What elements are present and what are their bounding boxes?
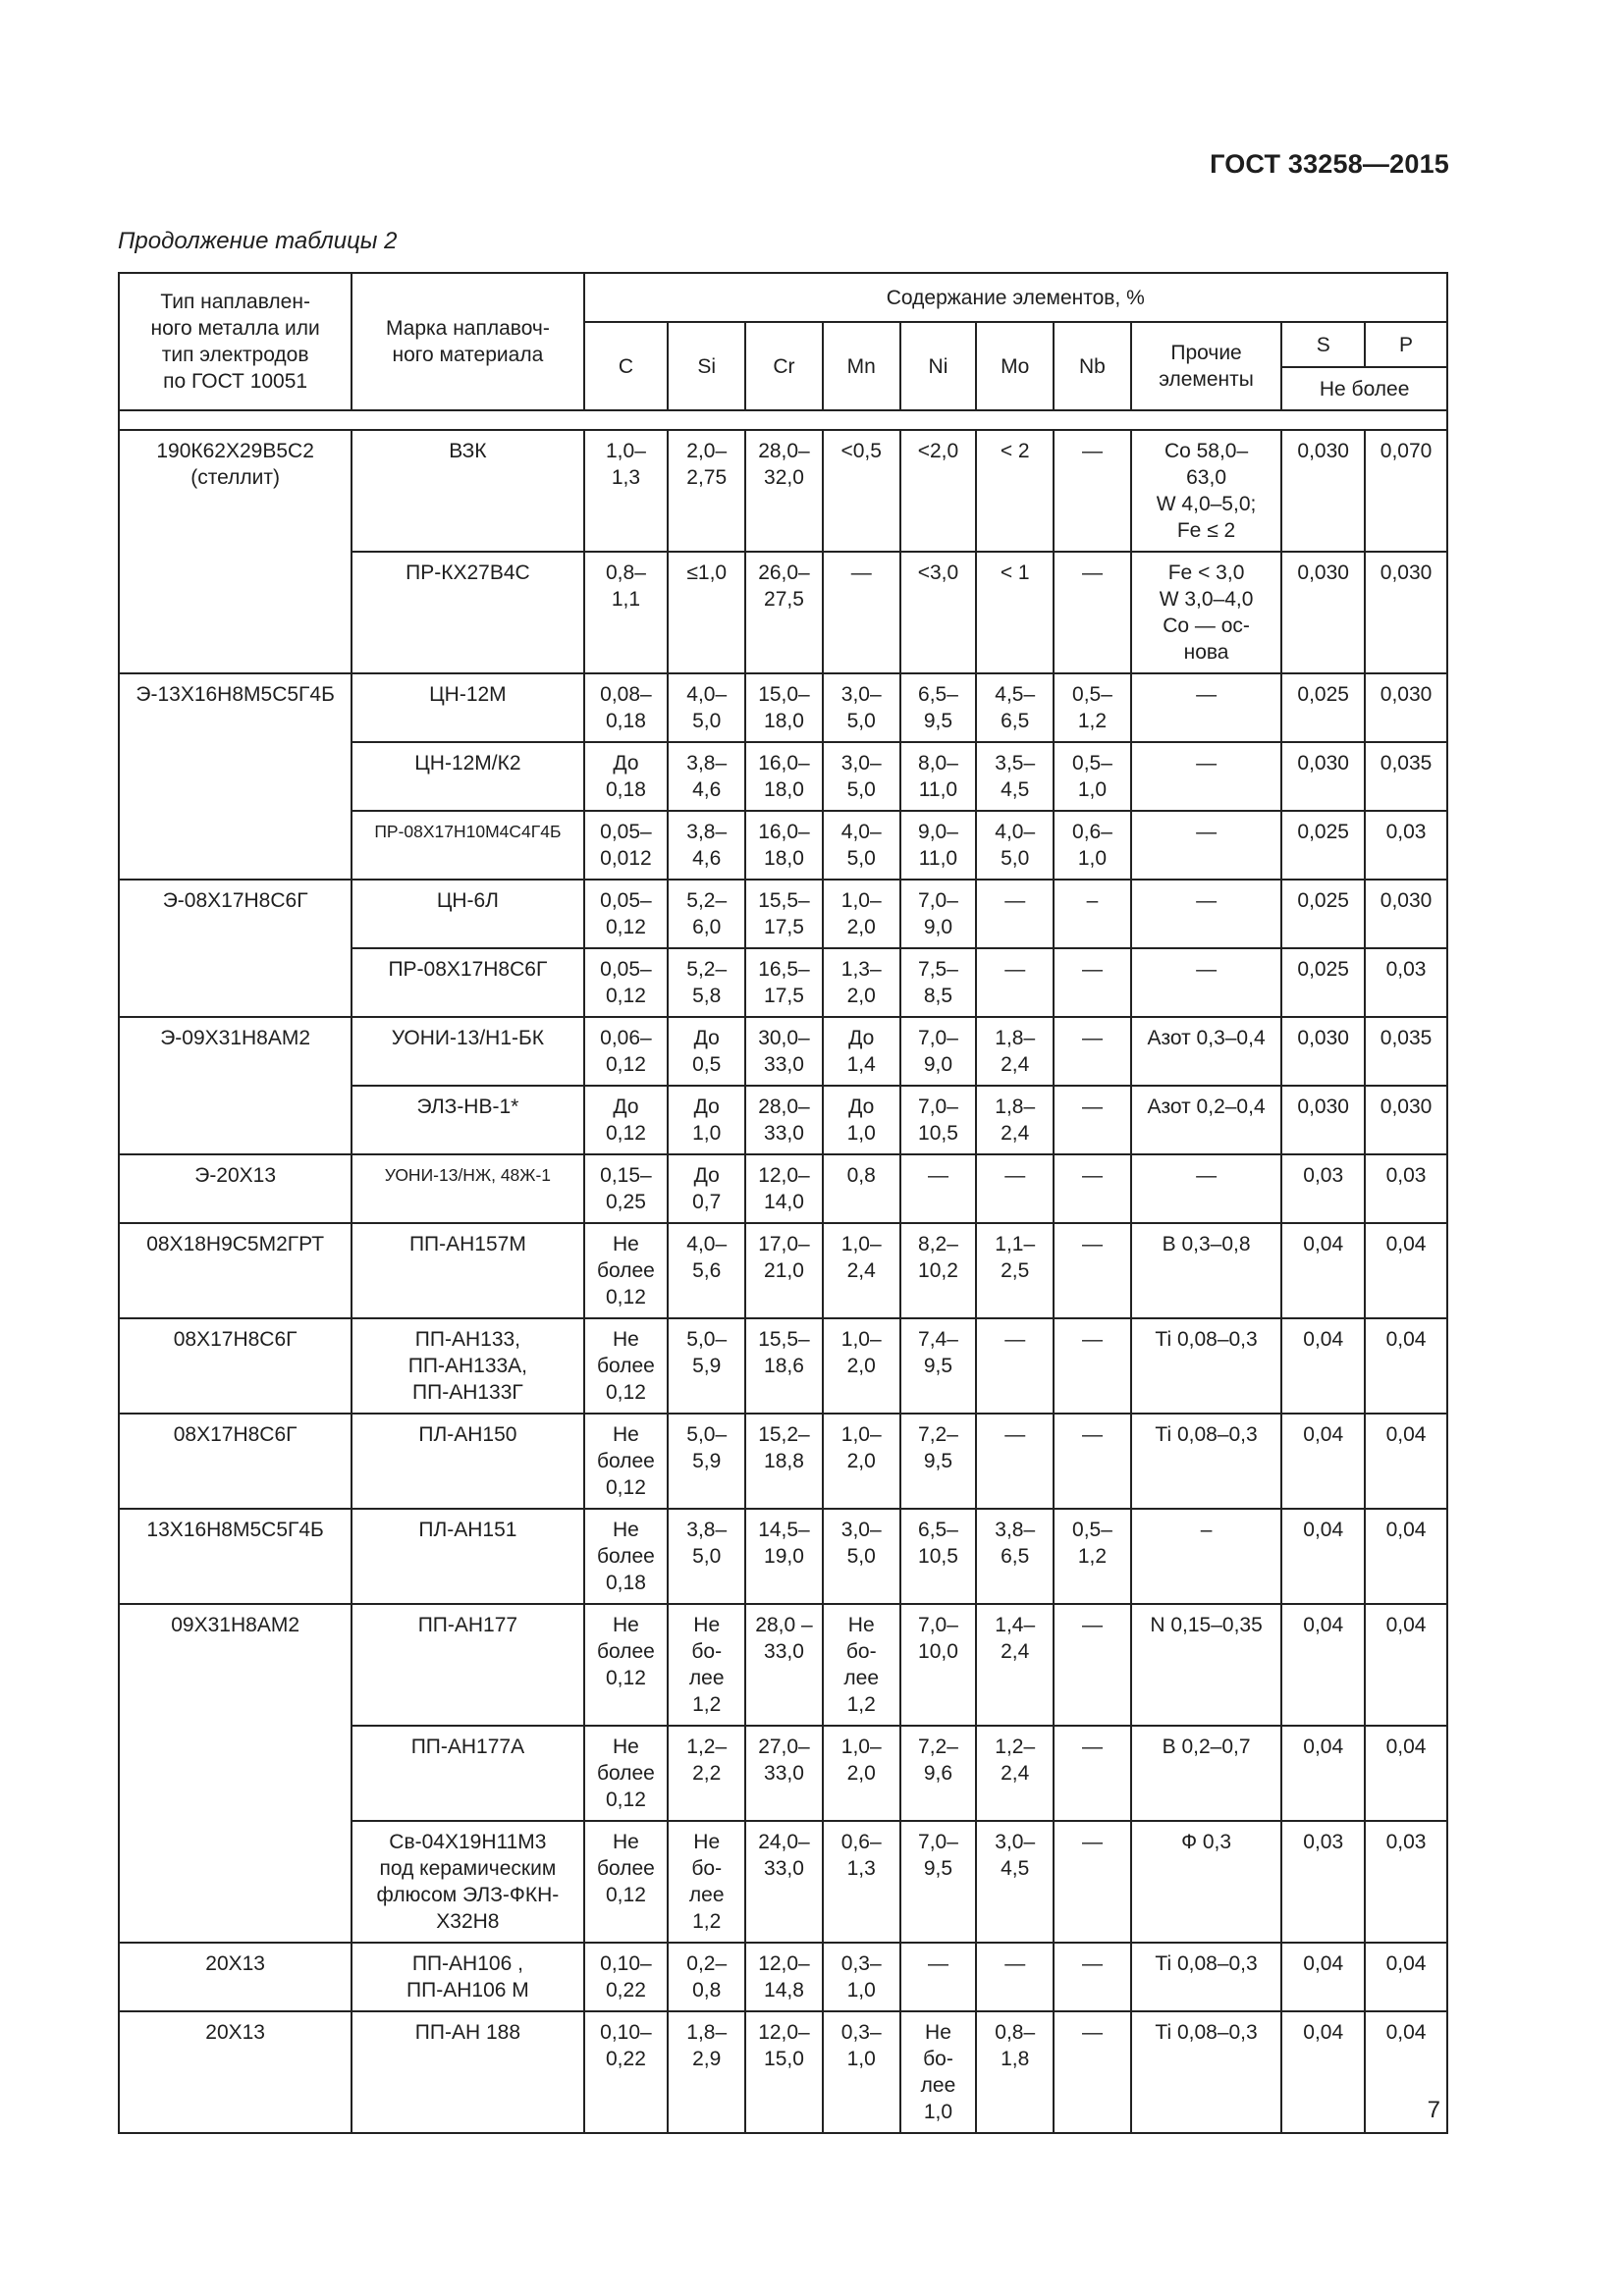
brand-cell: Св-04Х19Н11М3 под керамическим флюсом ЭЛЗ-ФКН- Х32Н8 <box>352 1821 583 1943</box>
mo-cell: 3,8– 6,5 <box>976 1509 1054 1604</box>
cr-cell: 16,5– 17,5 <box>745 948 823 1017</box>
mo-cell: 1,1– 2,5 <box>976 1223 1054 1318</box>
type-cell: Э-08Х17Н8С6Г <box>119 880 352 1017</box>
s-cell: 0,04 <box>1281 1943 1365 2011</box>
table-row <box>119 430 1447 552</box>
p-cell: 0,04 <box>1365 1223 1447 1318</box>
mo-cell: — <box>976 1154 1054 1223</box>
other-elements-cell: Co 58,0– 63,0 W 4,0–5,0; Fe ≤ 2 <box>1131 430 1281 552</box>
ni-cell: <2,0 <box>900 430 977 552</box>
type-cell: 20Х13 <box>119 2011 352 2133</box>
header-content-group: Содержание элементов, % <box>584 273 1447 322</box>
s-cell: 0,04 <box>1281 2011 1365 2133</box>
mo-cell: — <box>976 948 1054 1017</box>
s-cell: 0,04 <box>1281 1414 1365 1509</box>
ni-cell: 7,5– 8,5 <box>900 948 977 1017</box>
nb-cell: — <box>1054 1223 1131 1318</box>
ni-cell: 7,0– 10,0 <box>900 1604 977 1726</box>
c-cell: Не более 0,12 <box>584 1223 669 1318</box>
p-cell: 0,03 <box>1365 1821 1447 1943</box>
other-elements-cell: Ti 0,08–0,3 <box>1131 1318 1281 1414</box>
other-elements-cell: Ф 0,3 <box>1131 1821 1281 1943</box>
s-cell: 0,030 <box>1281 1017 1365 1086</box>
mn-cell: 1,0– 2,0 <box>823 880 900 948</box>
type-cell: 190К62Х29В5С2 (стеллит) <box>119 430 352 673</box>
p-cell: 0,030 <box>1365 880 1447 948</box>
si-cell: 2,0– 2,75 <box>668 430 745 552</box>
mn-cell: До 1,0 <box>823 1086 900 1154</box>
table-row <box>119 1414 1447 1509</box>
type-cell: 08Х18Н9С5М2ГРТ <box>119 1223 352 1318</box>
si-cell: До 0,5 <box>668 1017 745 1086</box>
p-cell: 0,04 <box>1365 1414 1447 1509</box>
s-cell: 0,025 <box>1281 880 1365 948</box>
mo-cell: < 2 <box>976 430 1054 552</box>
ni-cell: <3,0 <box>900 552 977 673</box>
p-cell: 0,04 <box>1365 2011 1447 2133</box>
p-cell: 0,030 <box>1365 673 1447 742</box>
cr-cell: 28,0– 33,0 <box>745 1086 823 1154</box>
mo-cell: — <box>976 1414 1054 1509</box>
other-elements-cell: — <box>1131 673 1281 742</box>
mn-cell: 1,0– 2,4 <box>823 1223 900 1318</box>
si-cell: 3,8– 5,0 <box>668 1509 745 1604</box>
brand-cell: ПР-КХ27В4С <box>352 552 583 673</box>
other-elements-cell: – <box>1131 1509 1281 1604</box>
cr-cell: 12,0– 14,0 <box>745 1154 823 1223</box>
brand-cell: ПР-08Х17Н10М4С4Г4Б <box>352 811 583 880</box>
cr-cell: 15,5– 18,6 <box>745 1318 823 1414</box>
p-cell: 0,04 <box>1365 1604 1447 1726</box>
si-cell: 5,0– 5,9 <box>668 1318 745 1414</box>
header-element-mo: Mo <box>976 322 1054 410</box>
mo-cell: — <box>976 1318 1054 1414</box>
mn-cell: 3,0– 5,0 <box>823 742 900 811</box>
p-cell: 0,03 <box>1365 811 1447 880</box>
table-row <box>119 1154 1447 1223</box>
table-row <box>119 1318 1447 1414</box>
page-number: 7 <box>1427 2097 1440 2123</box>
ni-cell: 7,2– 9,6 <box>900 1726 977 1821</box>
si-cell: 1,2– 2,2 <box>668 1726 745 1821</box>
s-cell: 0,030 <box>1281 1086 1365 1154</box>
cr-cell: 15,5– 17,5 <box>745 880 823 948</box>
brand-cell: ПЛ-АН150 <box>352 1414 583 1509</box>
brand-cell: ЦН-6Л <box>352 880 583 948</box>
mn-cell: 0,3– 1,0 <box>823 1943 900 2011</box>
s-cell: 0,025 <box>1281 811 1365 880</box>
nb-cell: — <box>1054 1414 1131 1509</box>
mo-cell: 3,0– 4,5 <box>976 1821 1054 1943</box>
ni-cell: 7,4– 9,5 <box>900 1318 977 1414</box>
si-cell: 1,8– 2,9 <box>668 2011 745 2133</box>
mn-cell: 0,3– 1,0 <box>823 2011 900 2133</box>
other-elements-cell: — <box>1131 811 1281 880</box>
brand-cell: ПП-АН133, ПП-АН133А, ПП-АН133Г <box>352 1318 583 1414</box>
header-type-column: Тип наплавлен- ного металла или тип электродов по ГОСТ 10051 <box>119 273 352 410</box>
s-cell: 0,03 <box>1281 1154 1365 1223</box>
p-cell: 0,035 <box>1365 742 1447 811</box>
other-elements-cell: В 0,3–0,8 <box>1131 1223 1281 1318</box>
si-cell: 4,0– 5,0 <box>668 673 745 742</box>
table-caption: Продолжение таблицы 2 <box>118 228 398 254</box>
p-cell: 0,030 <box>1365 1086 1447 1154</box>
c-cell: 0,06– 0,12 <box>584 1017 669 1086</box>
si-cell: До 1,0 <box>668 1086 745 1154</box>
c-cell: 0,05– 0,012 <box>584 811 669 880</box>
composition-table <box>118 272 1448 2134</box>
cr-cell: 28,0 – 33,0 <box>745 1604 823 1726</box>
p-cell: 0,04 <box>1365 1943 1447 2011</box>
brand-cell: ПП-АН177А <box>352 1726 583 1821</box>
si-cell: Не бо- лее 1,2 <box>668 1821 745 1943</box>
c-cell: Не более 0,18 <box>584 1509 669 1604</box>
other-elements-cell: Азот 0,3–0,4 <box>1131 1017 1281 1086</box>
c-cell: Не более 0,12 <box>584 1604 669 1726</box>
mo-cell: 1,2– 2,4 <box>976 1726 1054 1821</box>
cr-cell: 16,0– 18,0 <box>745 742 823 811</box>
mn-cell: До 1,4 <box>823 1017 900 1086</box>
table-row <box>119 1604 1447 1726</box>
cr-cell: 30,0– 33,0 <box>745 1017 823 1086</box>
si-cell: 5,0– 5,9 <box>668 1414 745 1509</box>
mo-cell: 0,8– 1,8 <box>976 2011 1054 2133</box>
brand-cell: ВЗК <box>352 430 583 552</box>
brand-cell: ЦН-12М <box>352 673 583 742</box>
ni-cell: 7,0– 9,0 <box>900 880 977 948</box>
other-elements-cell: N 0,15–0,35 <box>1131 1604 1281 1726</box>
c-cell: Не более 0,12 <box>584 1414 669 1509</box>
type-cell: Э-13Х16Н8М5С5Г4Б <box>119 673 352 880</box>
type-cell: Э-09Х31Н8АМ2 <box>119 1017 352 1154</box>
brand-cell: ПП-АН 188 <box>352 2011 583 2133</box>
s-cell: 0,04 <box>1281 1223 1365 1318</box>
si-cell: ≤1,0 <box>668 552 745 673</box>
other-elements-cell: В 0,2–0,7 <box>1131 1726 1281 1821</box>
cr-cell: 14,5– 19,0 <box>745 1509 823 1604</box>
c-cell: 0,05– 0,12 <box>584 948 669 1017</box>
table-row <box>119 2011 1447 2133</box>
table-row <box>119 1223 1447 1318</box>
cr-cell: 24,0– 33,0 <box>745 1821 823 1943</box>
ni-cell: — <box>900 1943 977 2011</box>
nb-cell: 0,5– 1,0 <box>1054 742 1131 811</box>
nb-cell: — <box>1054 1821 1131 1943</box>
cr-cell: 27,0– 33,0 <box>745 1726 823 1821</box>
ni-cell: 6,5– 10,5 <box>900 1509 977 1604</box>
type-cell: 13Х16Н8М5С5Г4Б <box>119 1509 352 1604</box>
ni-cell: 7,2– 9,5 <box>900 1414 977 1509</box>
mn-cell: 3,0– 5,0 <box>823 1509 900 1604</box>
type-cell: Э-20Х13 <box>119 1154 352 1223</box>
table-row <box>119 673 1447 742</box>
c-cell: 0,15– 0,25 <box>584 1154 669 1223</box>
table-head <box>119 273 1447 430</box>
ni-cell: 8,0– 11,0 <box>900 742 977 811</box>
p-cell: 0,03 <box>1365 1154 1447 1223</box>
mn-cell: <0,5 <box>823 430 900 552</box>
mo-cell: — <box>976 880 1054 948</box>
c-cell: До 0,18 <box>584 742 669 811</box>
si-cell: 4,0– 5,6 <box>668 1223 745 1318</box>
ni-cell: 7,0– 9,0 <box>900 1017 977 1086</box>
c-cell: 1,0– 1,3 <box>584 430 669 552</box>
s-cell: 0,030 <box>1281 552 1365 673</box>
nb-cell: — <box>1054 948 1131 1017</box>
header-other-elements: Прочие элементы <box>1131 322 1281 410</box>
brand-cell: УОНИ-13/НЖ, 48Ж-1 <box>352 1154 583 1223</box>
s-cell: 0,025 <box>1281 948 1365 1017</box>
header-element-s: S <box>1281 322 1365 367</box>
cr-cell: 16,0– 18,0 <box>745 811 823 880</box>
header-element-c: C <box>584 322 669 410</box>
table-row <box>119 1943 1447 2011</box>
mo-cell: < 1 <box>976 552 1054 673</box>
cr-cell: 12,0– 14,8 <box>745 1943 823 2011</box>
mn-cell: 1,0– 2,0 <box>823 1414 900 1509</box>
brand-cell: ПР-08Х17Н8С6Г <box>352 948 583 1017</box>
s-cell: 0,03 <box>1281 1821 1365 1943</box>
cr-cell: 28,0– 32,0 <box>745 430 823 552</box>
nb-cell: — <box>1054 1604 1131 1726</box>
nb-cell: — <box>1054 1726 1131 1821</box>
other-elements-cell: Азот 0,2–0,4 <box>1131 1086 1281 1154</box>
p-cell: 0,030 <box>1365 552 1447 673</box>
cr-cell: 15,0– 18,0 <box>745 673 823 742</box>
c-cell: 0,08– 0,18 <box>584 673 669 742</box>
nb-cell: — <box>1054 430 1131 552</box>
mn-cell: Не бо- лее 1,2 <box>823 1604 900 1726</box>
c-cell: 0,8– 1,1 <box>584 552 669 673</box>
cr-cell: 17,0– 21,0 <box>745 1223 823 1318</box>
mn-cell: 0,6– 1,3 <box>823 1821 900 1943</box>
other-elements-cell: — <box>1131 880 1281 948</box>
type-cell: 20Х13 <box>119 1943 352 2011</box>
brand-cell: ПЛ-АН151 <box>352 1509 583 1604</box>
mn-cell: 0,8 <box>823 1154 900 1223</box>
nb-cell: — <box>1054 1943 1131 2011</box>
ni-cell: 6,5– 9,5 <box>900 673 977 742</box>
table-row <box>119 1509 1447 1604</box>
mn-cell: 3,0– 5,0 <box>823 673 900 742</box>
si-cell: 5,2– 5,8 <box>668 948 745 1017</box>
type-cell: 08Х17Н8С6Г <box>119 1414 352 1509</box>
c-cell: Не более 0,12 <box>584 1821 669 1943</box>
p-cell: 0,04 <box>1365 1726 1447 1821</box>
mn-cell: 1,0– 2,0 <box>823 1318 900 1414</box>
mo-cell: 1,8– 2,4 <box>976 1086 1054 1154</box>
cr-cell: 15,2– 18,8 <box>745 1414 823 1509</box>
mo-cell: 4,0– 5,0 <box>976 811 1054 880</box>
other-elements-cell: Ti 0,08–0,3 <box>1131 1943 1281 2011</box>
header-element-p: P <box>1365 322 1447 367</box>
c-cell: Не более 0,12 <box>584 1726 669 1821</box>
si-cell: До 0,7 <box>668 1154 745 1223</box>
si-cell: Не бо- лее 1,2 <box>668 1604 745 1726</box>
header-element-mn: Mn <box>823 322 900 410</box>
document-standard-header: ГОСТ 33258—2015 <box>1210 149 1449 179</box>
si-cell: 3,8– 4,6 <box>668 811 745 880</box>
brand-cell: ПП-АН157М <box>352 1223 583 1318</box>
mo-cell: 1,8– 2,4 <box>976 1017 1054 1086</box>
ni-cell: 7,0– 10,5 <box>900 1086 977 1154</box>
nb-cell: — <box>1054 1086 1131 1154</box>
brand-cell: ЭЛЗ-НВ-1* <box>352 1086 583 1154</box>
other-elements-cell: Ti 0,08–0,3 <box>1131 1414 1281 1509</box>
header-element-nb: Nb <box>1054 322 1131 410</box>
nb-cell: — <box>1054 1318 1131 1414</box>
header-element-ni: Ni <box>900 322 977 410</box>
nb-cell: – <box>1054 880 1131 948</box>
mn-cell: 1,0– 2,0 <box>823 1726 900 1821</box>
table-body <box>119 430 1447 2133</box>
p-cell: 0,03 <box>1365 948 1447 1017</box>
other-elements-cell: — <box>1131 742 1281 811</box>
other-elements-cell: Ti 0,08–0,3 <box>1131 2011 1281 2133</box>
brand-cell: ЦН-12М/К2 <box>352 742 583 811</box>
nb-cell: — <box>1054 552 1131 673</box>
ni-cell: 9,0– 11,0 <box>900 811 977 880</box>
s-cell: 0,030 <box>1281 742 1365 811</box>
ni-cell: Не бо- лее 1,0 <box>900 2011 977 2133</box>
c-cell: 0,10– 0,22 <box>584 1943 669 2011</box>
si-cell: 3,8– 4,6 <box>668 742 745 811</box>
s-cell: 0,030 <box>1281 430 1365 552</box>
si-cell: 0,2– 0,8 <box>668 1943 745 2011</box>
c-cell: 0,10– 0,22 <box>584 2011 669 2133</box>
header-brand-column: Марка наплавоч- ного материала <box>352 273 583 410</box>
nb-cell: — <box>1054 1154 1131 1223</box>
ni-cell: — <box>900 1154 977 1223</box>
header-element-cr: Cr <box>745 322 823 410</box>
mn-cell: 1,3– 2,0 <box>823 948 900 1017</box>
nb-cell: 0,5– 1,2 <box>1054 673 1131 742</box>
header-element-si: Si <box>668 322 745 410</box>
cr-cell: 26,0– 27,5 <box>745 552 823 673</box>
type-cell: 09Х31Н8АМ2 <box>119 1604 352 1943</box>
p-cell: 0,04 <box>1365 1318 1447 1414</box>
mn-cell: 4,0– 5,0 <box>823 811 900 880</box>
cr-cell: 12,0– 15,0 <box>745 2011 823 2133</box>
type-cell: 08Х17Н8С6Г <box>119 1318 352 1414</box>
nb-cell: — <box>1054 2011 1131 2133</box>
s-cell: 0,04 <box>1281 1509 1365 1604</box>
s-cell: 0,025 <box>1281 673 1365 742</box>
s-cell: 0,04 <box>1281 1604 1365 1726</box>
s-cell: 0,04 <box>1281 1318 1365 1414</box>
brand-cell: УОНИ-13/Н1-БК <box>352 1017 583 1086</box>
table-row <box>119 880 1447 948</box>
si-cell: 5,2– 6,0 <box>668 880 745 948</box>
mn-cell: — <box>823 552 900 673</box>
nb-cell: 0,5– 1,2 <box>1054 1509 1131 1604</box>
nb-cell: — <box>1054 1017 1131 1086</box>
other-elements-cell: — <box>1131 948 1281 1017</box>
mo-cell: 4,5– 6,5 <box>976 673 1054 742</box>
brand-cell: ПП-АН177 <box>352 1604 583 1726</box>
other-elements-cell: — <box>1131 1154 1281 1223</box>
c-cell: Не более 0,12 <box>584 1318 669 1414</box>
c-cell: До 0,12 <box>584 1086 669 1154</box>
ni-cell: 8,2– 10,2 <box>900 1223 977 1318</box>
mo-cell: 3,5– 4,5 <box>976 742 1054 811</box>
s-cell: 0,04 <box>1281 1726 1365 1821</box>
p-cell: 0,04 <box>1365 1509 1447 1604</box>
table-row <box>119 1017 1447 1086</box>
mo-cell: 1,4– 2,4 <box>976 1604 1054 1726</box>
mo-cell: — <box>976 1943 1054 2011</box>
nb-cell: 0,6– 1,0 <box>1054 811 1131 880</box>
c-cell: 0,05– 0,12 <box>584 880 669 948</box>
p-cell: 0,035 <box>1365 1017 1447 1086</box>
p-cell: 0,070 <box>1365 430 1447 552</box>
brand-cell: ПП-АН106 , ПП-АН106 М <box>352 1943 583 2011</box>
other-elements-cell: Fe < 3,0 W 3,0–4,0 Co — ос- нова <box>1131 552 1281 673</box>
ni-cell: 7,0– 9,5 <box>900 1821 977 1943</box>
header-not-more: Не более <box>1281 367 1447 410</box>
